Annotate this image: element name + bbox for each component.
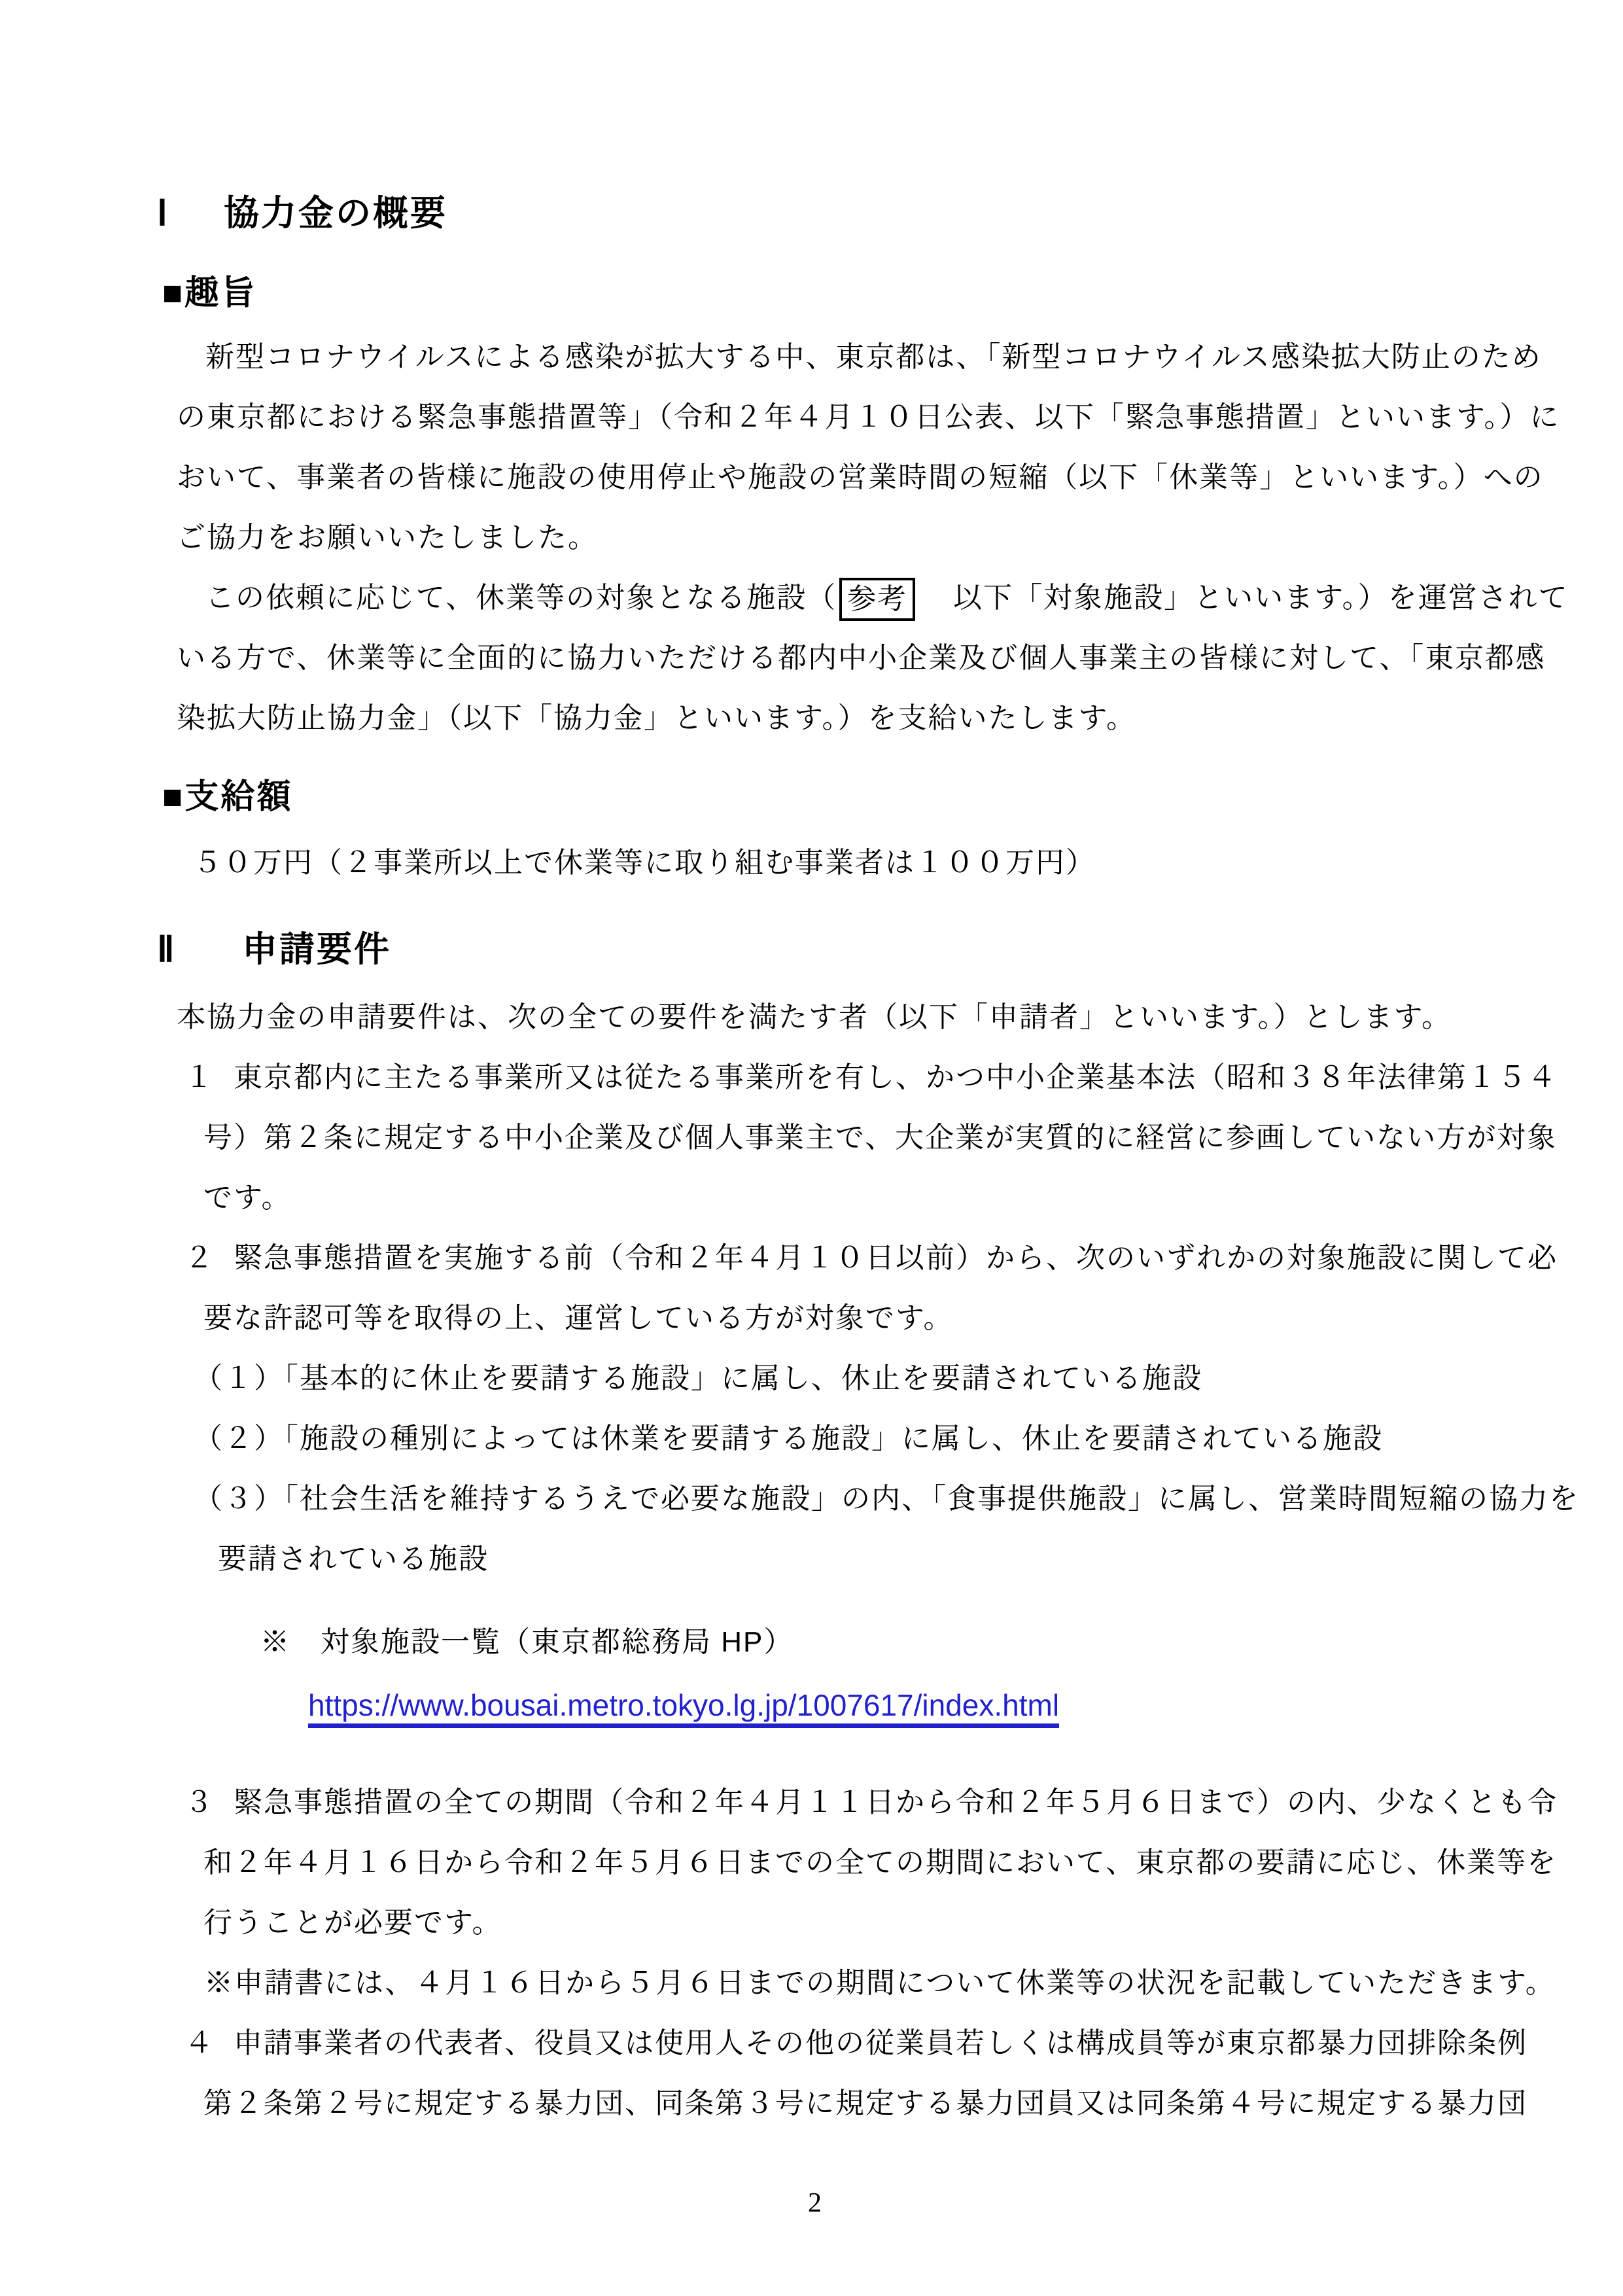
- paragraph-line: 第２条第２号に規定する暴力団、同条第３号に規定する暴力団員又は同条第４号に規定する暴力団: [203, 2087, 1527, 2119]
- section-numeral: Ⅰ: [157, 194, 169, 233]
- numbered-item-line: [150, 1773, 1558, 1833]
- paragraph-line: 染拡大防止協力金」（以下「協力金」といいます。）を支給いたします。: [177, 702, 1136, 734]
- paragraph-line: 和２年４月１６日から令和２年５月６日までの全ての期間において、東京都の要請に応じ、休業等を: [203, 1846, 1558, 1879]
- item-number: ３: [184, 1786, 215, 1818]
- facilities-list-note: ※ 対象施設一覧（東京都総務局 HP）: [260, 1626, 794, 1658]
- payment-amount-heading: ■支給額: [162, 778, 293, 816]
- paragraph-line: です。: [203, 1182, 292, 1214]
- numbered-item-line: [150, 1048, 1558, 1108]
- paragraph-line: ご協力をお願いいたしました。: [177, 521, 598, 554]
- payment-amount-line: ５０万円（２事業所以上で休業等に取り組む事業者は１００万円）: [193, 847, 1096, 879]
- item-number: ４: [184, 2027, 215, 2059]
- section-title: 申請要件: [242, 930, 391, 969]
- application-form-note: ※申請書には、４月１６日から５月６日までの期間について休業等の状況を記載していただきます。: [204, 1967, 1556, 1999]
- item-text: 緊急事態措置の全ての期間（令和２年４月１１日から令和２年５月６日まで）の内、少なくとも令: [234, 1786, 1558, 1818]
- paragraph-line: 新型コロナウイルスによる感染が拡大する中、東京都は、「新型コロナウイルス感染拡大防止のため: [205, 341, 1542, 373]
- paragraph-line: 行うことが必要です。: [203, 1907, 502, 1939]
- paragraph-line: 要な許認可等を取得の上、運営している方が対象です。: [203, 1302, 954, 1334]
- item-text: 申請事業者の代表者、役員又は使用人その他の従業員若しくは構成員等が東京都暴力団排除条例: [234, 2027, 1527, 2059]
- numbered-item-line: [150, 2013, 1527, 2074]
- numbered-item-line: [150, 1228, 1558, 1288]
- link-line: [150, 1675, 1479, 1737]
- paragraph-line: 号）第２条に規定する中小企業及び個人事業主で、大企業が実質的に経営に参画していない方が対象: [203, 1122, 1558, 1154]
- section-2-heading: [150, 919, 1479, 980]
- paragraph-line: いる方で、休業等に全面的に協力いただける都内中小企業及び個人事業主の皆様に対して、「東京都感: [177, 642, 1546, 674]
- facilities-list-link[interactable]: https://www.bousai.metro.tokyo.lg.jp/1007617/index.html: [308, 1688, 1059, 1728]
- paragraph-text: この依頼に応じて、休業等の対象となる施設（: [205, 582, 837, 614]
- paragraph-line: おいて、事業者の皆様に施設の使用停止や施設の営業時間の短縮（以下「休業等」といいます。）への: [177, 461, 1544, 493]
- paragraph-text: 以下「対象施設」といいます。）を運営されて: [923, 582, 1569, 614]
- section-title: 協力金の概要: [224, 194, 447, 233]
- section-1-heading: [150, 183, 1479, 243]
- paragraph-line: （３）「社会生活を維持するうえで必要な施設」の内、「食事提供施設」に属し、営業時間短縮の協力を: [194, 1483, 1579, 1515]
- page-number: 2: [808, 2188, 822, 2218]
- paragraph-line: 本協力金の申請要件は、次の全ての要件を満たす者（以下「申請者」といいます。）とします。: [177, 1001, 1452, 1033]
- item-text: 緊急事態措置を実施する前（令和２年４月１０日以前）から、次のいずれかの対象施設に関して必: [234, 1242, 1558, 1274]
- paragraph-line: （１）「基本的に休止を要請する施設」に属し、休止を要請されている施設: [194, 1362, 1202, 1394]
- item-number: ２: [184, 1242, 215, 1274]
- item-number: １: [184, 1061, 215, 1093]
- paragraph-line: の東京都における緊急事態措置等」（令和２年４月１０日公表、以下「緊急事態措置」といいます。）に: [177, 401, 1560, 433]
- purpose-heading: ■趣旨: [162, 274, 257, 312]
- paragraph-line: [150, 568, 1569, 628]
- item-text: 東京都内に主たる事業所又は従たる事業所を有し、かつ中小企業基本法（昭和３８年法律第１５４: [234, 1061, 1558, 1093]
- paragraph-line: （２）「施設の種別によっては休業を要請する施設」に属し、休止を要請されている施設: [194, 1422, 1383, 1455]
- reference-box: 参考: [839, 578, 915, 621]
- section-numeral: Ⅱ: [157, 930, 177, 969]
- paragraph-line: 要請されている施設: [218, 1543, 489, 1575]
